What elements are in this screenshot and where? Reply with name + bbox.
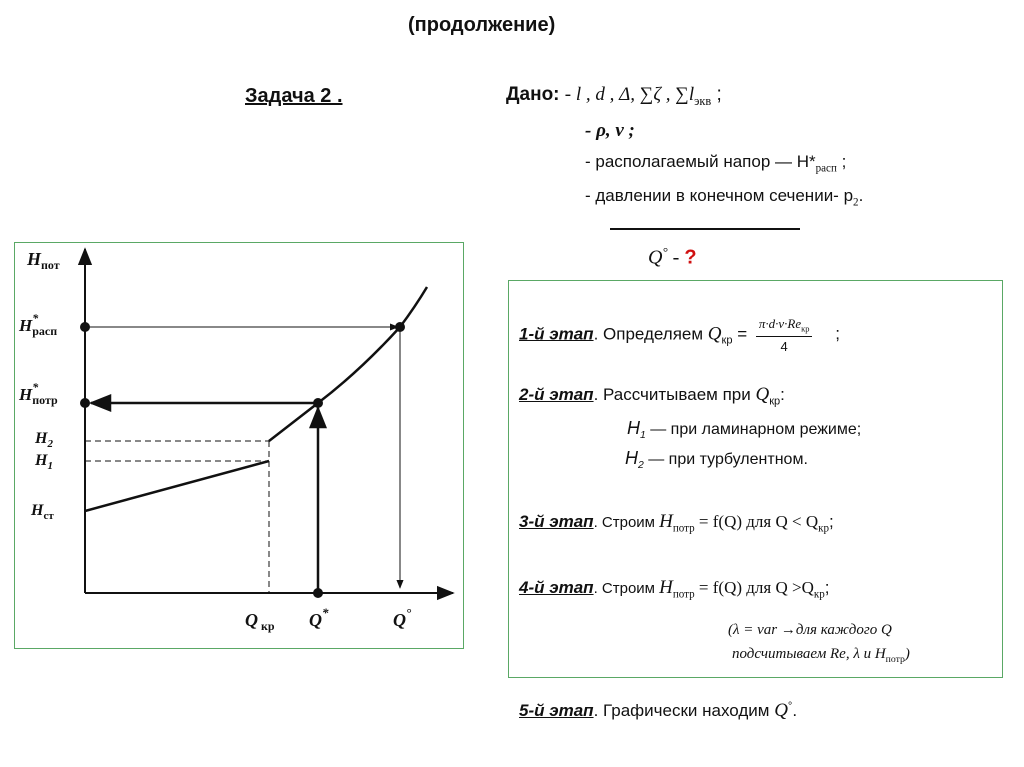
h1-label: $H_1$ <box>35 452 53 472</box>
step-4-note-2-sub: потр <box>885 654 905 665</box>
step-2-text: . Рассчитываем при <box>593 385 756 404</box>
given-pressure-end: . <box>858 186 864 205</box>
turbulent-curve <box>269 287 427 441</box>
find-line <box>648 244 697 270</box>
step-2-h1-sub: 1 <box>640 430 646 442</box>
step-1-denominator: 4 <box>780 338 788 354</box>
step-5-text: . Графически находим <box>593 701 775 720</box>
find-q: Q <box>648 246 663 269</box>
find-dash: - <box>667 246 685 269</box>
step-1 <box>519 316 840 354</box>
step-3-end: ; <box>829 512 834 531</box>
step-2-h1-symbol: H <box>627 418 640 438</box>
given-line-1 <box>506 84 722 109</box>
step-3-h-sub: потр <box>672 522 695 535</box>
page-title: (продолжение) <box>408 14 556 36</box>
q-kr-label: Q $_{кр}$ <box>245 610 275 633</box>
step-4-h: H <box>659 577 673 598</box>
h-rasp-point <box>80 322 90 332</box>
task-title: Задача 2 . <box>245 85 343 107</box>
step-2-h2-sub: 2 <box>638 460 644 472</box>
given-line-3 <box>585 152 846 174</box>
step-5-end: . <box>792 701 798 720</box>
step-4-formula-sub: кр <box>813 588 825 601</box>
step-2-h1-text: — при ламинарном режиме; <box>645 421 862 438</box>
step-2-h2 <box>625 448 808 471</box>
step-3-formula-sub: кр <box>818 522 830 535</box>
step-1-end: ; <box>835 324 840 344</box>
find-sup: ° <box>662 244 668 259</box>
step-2 <box>519 384 785 407</box>
step-1-numerator: π·d·ν·Re <box>758 316 802 331</box>
h2-label: $H_2$ <box>35 430 53 450</box>
step-4-note-2-text: подсчитываем Re, λ и H <box>732 646 886 662</box>
step-2-h1 <box>627 418 861 441</box>
step-4-end: ; <box>824 578 830 597</box>
step-1-eq: = <box>732 324 752 344</box>
head-flow-graph <box>15 243 462 647</box>
step-3 <box>519 511 834 534</box>
step-3-label: 3-й этап <box>519 512 594 531</box>
step-1-q: Q <box>707 323 722 345</box>
h-st-label: $H_{ст}$ <box>31 502 54 522</box>
curve-potr-point <box>313 398 323 408</box>
given-label: Дано: <box>506 84 560 105</box>
given-head-sub: расп <box>815 162 837 175</box>
given-pressure-text: - давлении в конечном сечении- p <box>585 186 854 205</box>
step-1-numerator-sub: кр <box>801 323 810 334</box>
step-3-formula: = f(Q) для Q < Q <box>694 512 819 531</box>
step-2-h2-symbol: H <box>625 448 638 468</box>
step-3-h: H <box>659 511 673 532</box>
step-1-q-sub: кр <box>721 334 733 347</box>
y-axis-label: $H_{пот}$ <box>27 249 60 272</box>
given-divider <box>610 228 800 230</box>
step-5 <box>519 700 797 722</box>
q-deg-label: Q° <box>393 605 412 630</box>
q-star-point <box>313 588 323 598</box>
step-4-note-2-end: ) <box>904 646 910 662</box>
step-2-q: Q <box>755 384 770 405</box>
step-5-q: Q <box>774 700 788 721</box>
q-star-label: Q* <box>309 605 329 630</box>
given-params: - l , d , Δ, ∑ζ , ∑l <box>564 84 695 105</box>
step-3-text: . Строим <box>593 514 660 531</box>
step-4-text: . Строим <box>593 580 660 597</box>
laminar-line <box>85 461 269 511</box>
step-4-h-sub: потр <box>672 588 695 601</box>
step-4-note-2 <box>732 646 910 665</box>
given-head-end: ; <box>836 152 847 171</box>
step-5-sup: ° <box>787 700 793 713</box>
step-2-q-sub: кр <box>769 395 781 408</box>
step-2-end: : <box>780 385 785 404</box>
step-4-label: 4-й этап <box>519 578 594 597</box>
find-question-mark: ? <box>684 246 697 269</box>
step-1-text: . Определяем <box>593 324 708 344</box>
step-4 <box>519 577 830 600</box>
step-1-label: 1-й этап <box>519 324 594 344</box>
given-line-4 <box>585 186 863 208</box>
step-4-note-1: (λ = var →для каждого Q <box>728 622 892 638</box>
h-rasp-label: H* расп <box>19 311 58 338</box>
given-params-sub: экв <box>694 93 712 108</box>
step-5-label: 5-й этап <box>519 701 594 720</box>
h-potr-label: H* потр <box>19 380 58 407</box>
h-potr-point <box>80 398 90 408</box>
curve-rasp-point <box>395 322 405 332</box>
given-line-2: - ρ, ν ; <box>585 120 635 141</box>
step-4-formula: = f(Q) для Q >Q <box>694 578 814 597</box>
given-head-text: - располагаемый напор — H* <box>585 152 816 171</box>
given-pressure-sub: 2 <box>853 196 859 209</box>
step-2-label: 2-й этап <box>519 385 594 404</box>
step-1-fraction <box>756 316 813 354</box>
chart-frame <box>14 242 464 649</box>
step-2-h2-text: — при турбулентном. <box>643 451 808 468</box>
given-params-end: ; <box>711 84 722 105</box>
